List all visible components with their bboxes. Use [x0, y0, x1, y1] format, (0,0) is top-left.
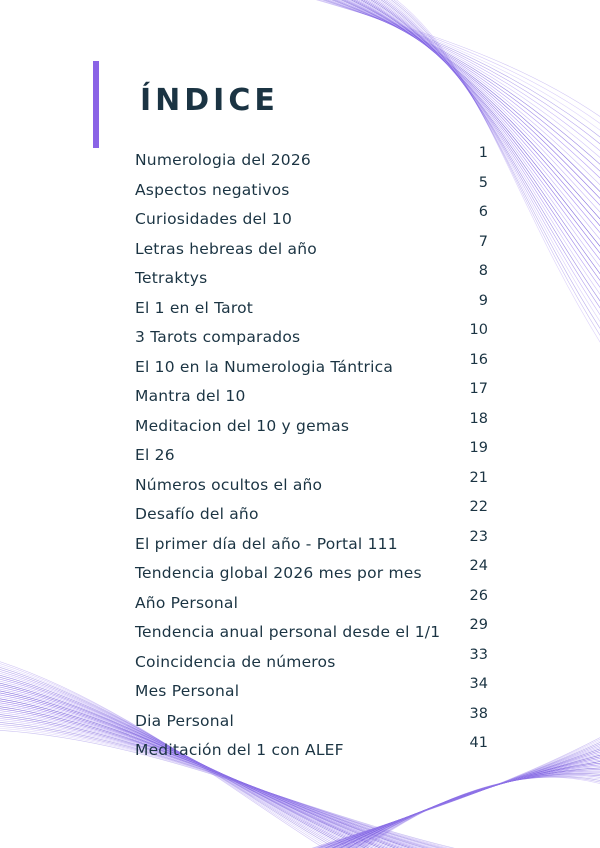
toc-entry-title: El primer día del año - Portal 111 — [135, 534, 398, 553]
toc-entry-title: Tendencia anual personal desde el 1/1 — [135, 623, 441, 641]
toc-entry[interactable] — [0, 322, 600, 349]
toc-entry[interactable] — [0, 499, 600, 526]
toc-entry-title: Letras hebreas del año — [135, 239, 317, 258]
toc-entry-title: Meditacion del 10 y gemas — [135, 416, 350, 435]
toc-entry[interactable] — [0, 440, 600, 467]
toc-entry[interactable] — [0, 410, 600, 438]
toc-entry-page-number: 9 — [478, 292, 488, 309]
toc-entry-title: El 1 en el Tarot — [135, 298, 254, 317]
toc-entry-title: Curiosidades del 10 — [135, 210, 293, 228]
toc-entry[interactable] — [0, 646, 600, 674]
toc-entry-page-number: 8 — [478, 263, 488, 279]
toc-entry-page-number: 21 — [469, 469, 488, 486]
toc-entry-page-number: 23 — [469, 528, 488, 545]
toc-entry[interactable] — [0, 233, 600, 261]
toc-entry-title: 3 Tarots comparados — [135, 328, 301, 346]
toc-entry-page-number: 6 — [478, 204, 488, 220]
toc-entry-page-number: 7 — [478, 233, 488, 250]
toc-entry-page-number: 5 — [478, 174, 488, 191]
toc-entry-title: Tetraktys — [135, 269, 208, 287]
toc-entry[interactable] — [0, 145, 600, 172]
toc-entry[interactable] — [0, 676, 600, 703]
toc-entry-title: Dia Personal — [135, 711, 234, 730]
toc-entry-title: El 10 en la Numerologia Tántrica — [135, 357, 394, 376]
toc-entry-page-number: 16 — [469, 351, 488, 368]
toc-entry[interactable] — [0, 528, 600, 556]
page-title: ÍNDICE — [140, 83, 279, 118]
toc-entry-page-number: 17 — [469, 381, 488, 397]
toc-entry-title: Desafío del año — [135, 505, 259, 523]
toc-entry-title: Coincidencia de números — [135, 652, 336, 671]
toc-entry-page-number: 41 — [469, 735, 488, 751]
toc-entry-page-number: 22 — [469, 499, 488, 515]
toc-entry-title: El 26 — [135, 446, 175, 464]
toc-entry[interactable] — [0, 735, 600, 762]
toc-entry[interactable] — [0, 381, 600, 408]
toc-entry[interactable] — [0, 351, 600, 379]
toc-entry-title: Meditación del 1 con ALEF — [135, 741, 344, 759]
toc-entry[interactable] — [0, 617, 600, 644]
toc-entry-title: Numerologia del 2026 — [135, 151, 311, 169]
toc-entry-page-number: 10 — [469, 322, 488, 338]
toc-entry-page-number: 34 — [469, 676, 488, 692]
toc-entry[interactable] — [0, 263, 600, 290]
toc-entry-page-number: 29 — [469, 617, 488, 633]
toc-entry-page-number: 1 — [478, 145, 488, 161]
toc-entry[interactable] — [0, 204, 600, 231]
toc-entry-title: Mantra del 10 — [135, 387, 246, 405]
toc-entry[interactable] — [0, 558, 600, 585]
toc-entry[interactable] — [0, 469, 600, 497]
toc-entry-page-number: 18 — [469, 410, 488, 427]
toc-entry-title: Números ocultos el año — [135, 475, 323, 494]
toc-entry-title: Año Personal — [135, 593, 239, 612]
toc-entry[interactable] — [0, 174, 600, 202]
toc-entry-title: Mes Personal — [135, 682, 240, 700]
toc-entry-title: Aspectos negativos — [135, 180, 290, 199]
toc-entry-title: Tendencia global 2026 mes por mes — [135, 564, 422, 582]
toc-entry-page-number: 38 — [469, 705, 488, 722]
toc-entry-page-number: 33 — [469, 646, 488, 663]
toc-entry[interactable] — [0, 292, 600, 320]
toc-entry[interactable] — [0, 705, 600, 733]
toc-entry-page-number: 26 — [469, 587, 488, 604]
toc-entry-page-number: 19 — [469, 440, 488, 456]
toc-entry[interactable] — [0, 587, 600, 615]
toc-entry-page-number: 24 — [469, 558, 488, 574]
